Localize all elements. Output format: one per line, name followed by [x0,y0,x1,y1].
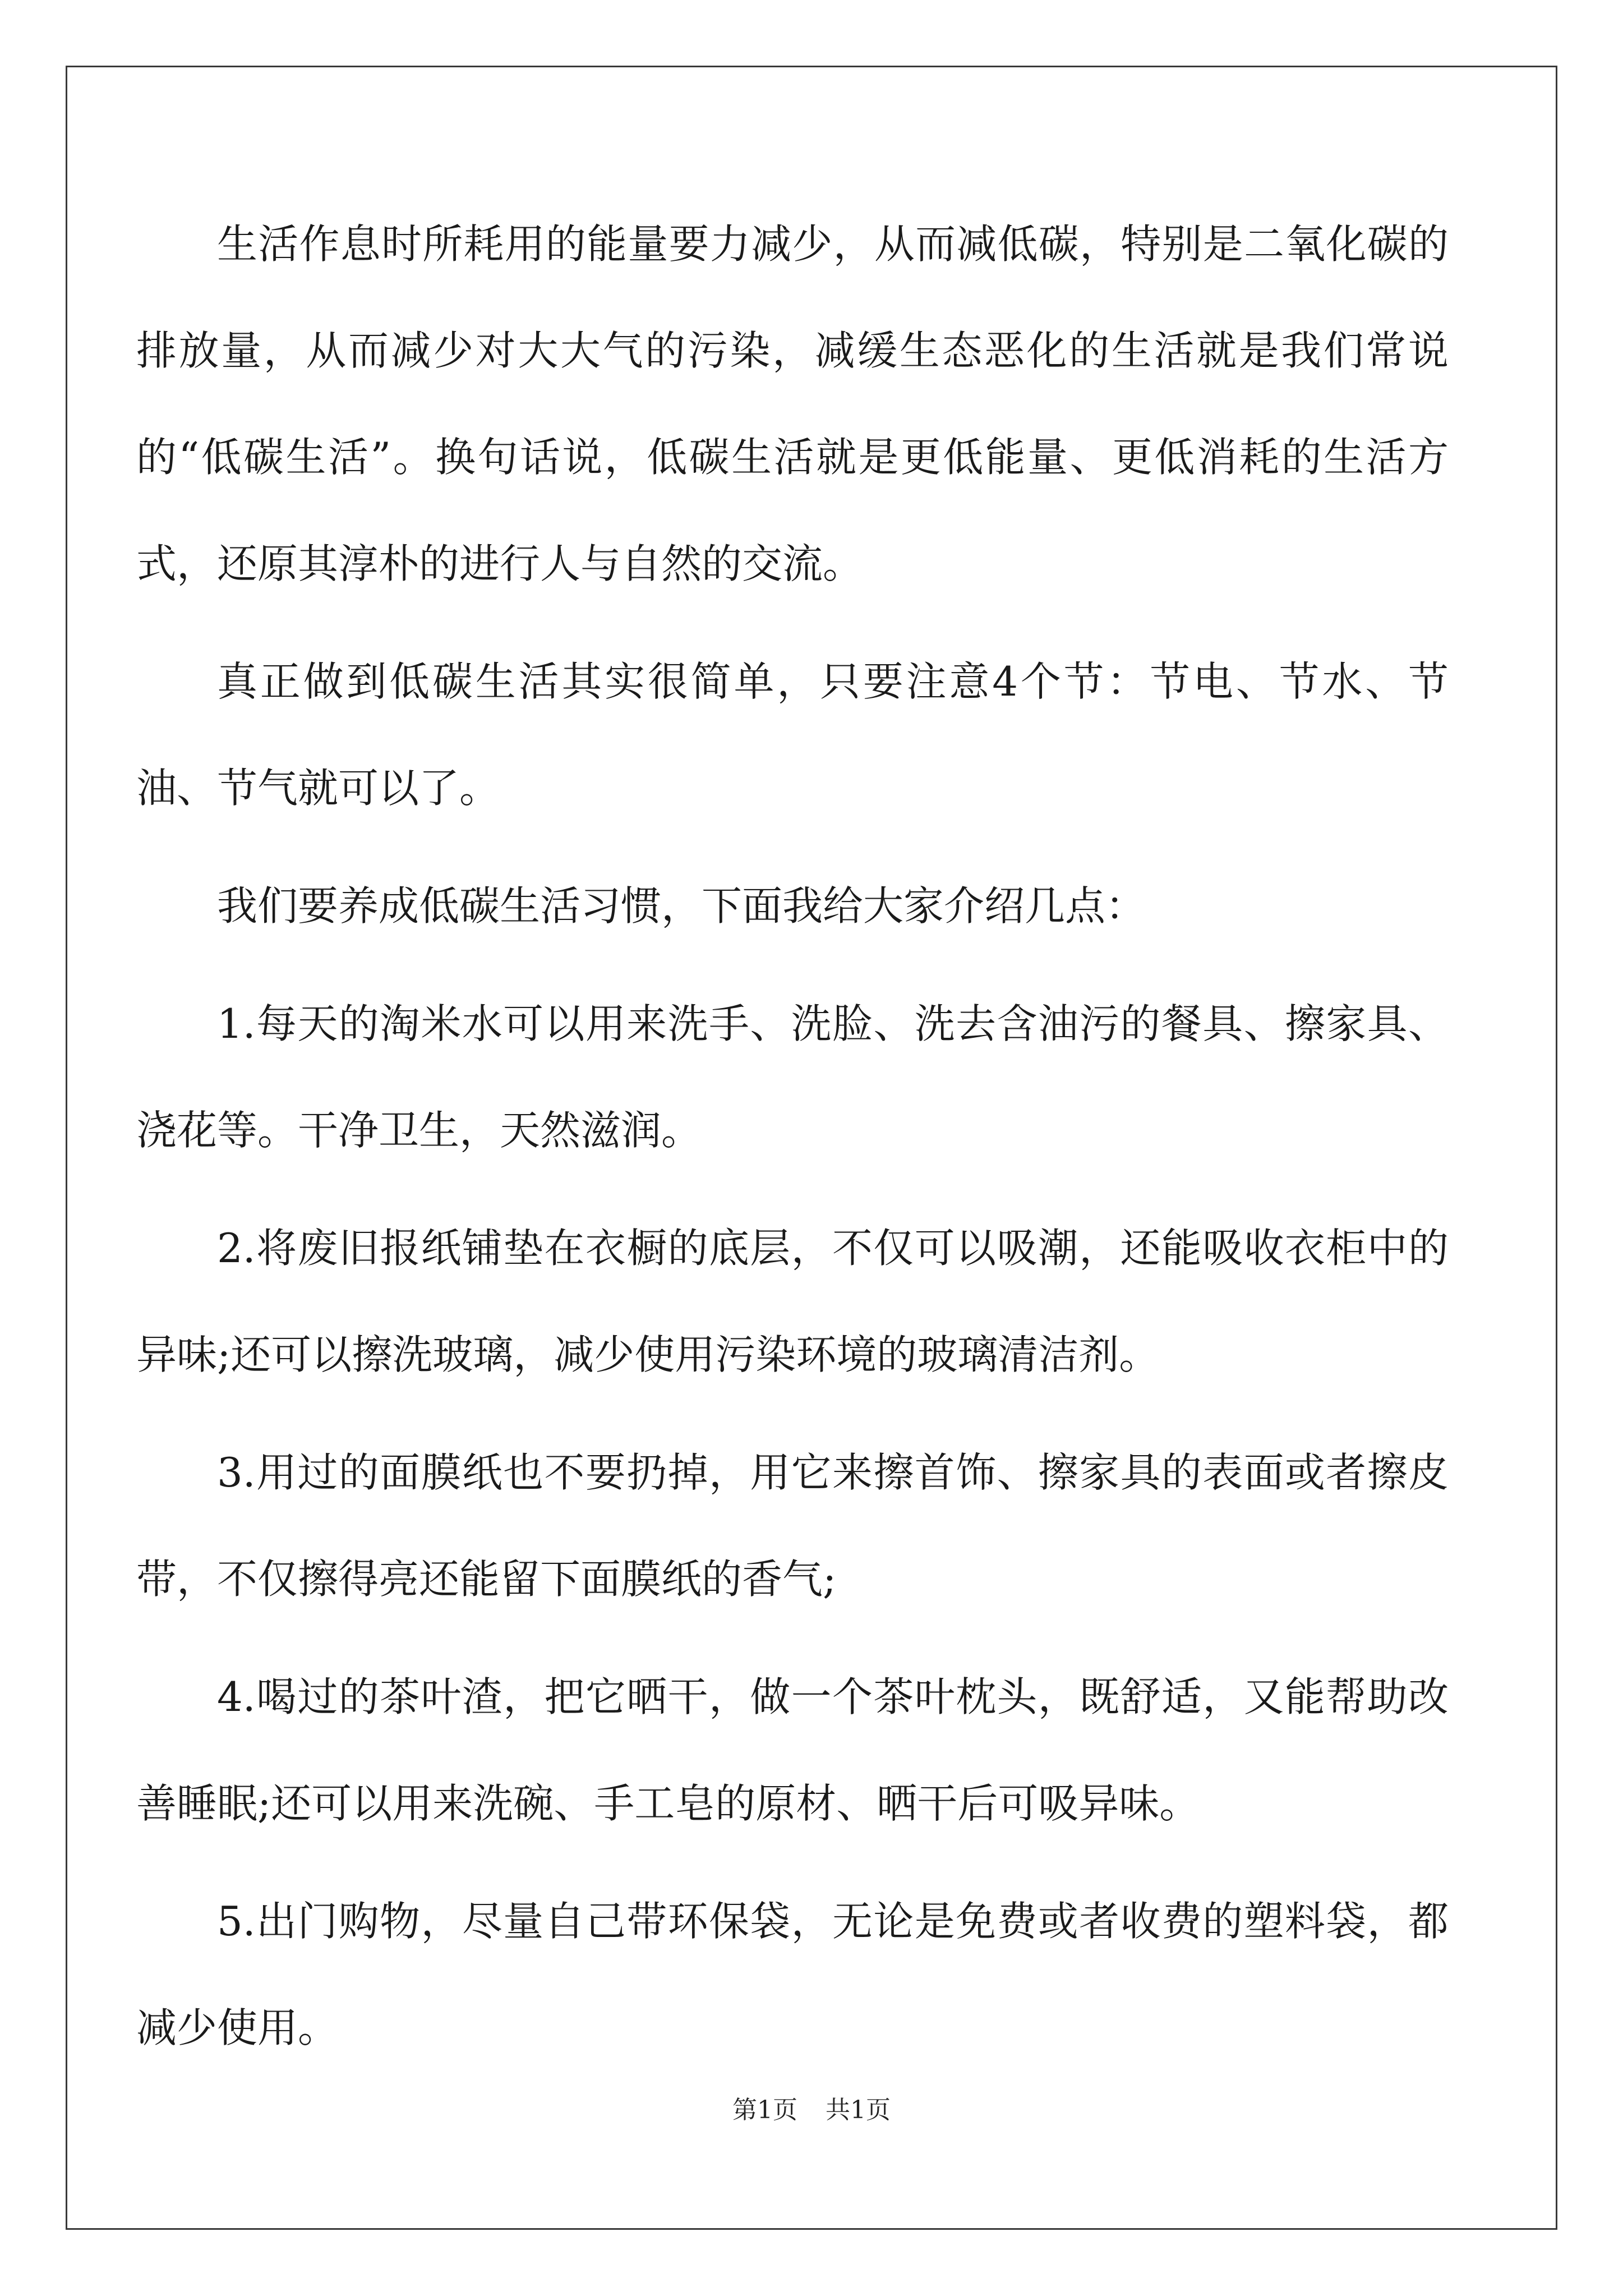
paragraph-tips-summary: 真正做到低碳生活其实很简单，只要注意4个节：节电、节水、节油、节气就可以了。 [136,658,1449,812]
paragraph-tip-5: 5.出门购物，尽量自己带环保袋，无论是免费或者收费的塑料袋，都减少使用。 [136,1898,1449,2051]
paragraph-tip-3: 3.用过的面膜纸也不要扔掉，用它来擦首饰、擦家具的表面或者擦皮带，不仅擦得亮还能留下面膜纸的香气; [136,1449,1449,1603]
page-number-current: 第1页 [732,2096,797,2124]
document-body [136,191,1449,2092]
paragraph-habits-lead: 我们要养成低碳生活习惯，下面我给大家介绍几点： [217,882,1146,930]
page-footer [0,2090,1623,2125]
paragraph-tip-2: 2.将废旧报纸铺垫在衣橱的底层，不仅可以吸潮，还能吸收衣柜中的异味;还可以擦洗玻璃，减少使用污染环境的玻璃清洁剂。 [136,1225,1449,1378]
paragraph-tip-1: 1.每天的淘米水可以用来洗手、洗脸、洗去含油污的餐具、擦家具、浇花等。干净卫生，天然滋润。 [136,1000,1449,1154]
paragraph-intro: 生活作息时所耗用的能量要力减少，从而减低碳，特别是二氧化碳的排放量，从而减少对大大气的污染，减缓生态恶化的生活就是我们常说的“低碳生活”。换句话说，低碳生活就是更低能量、更低消耗的生活方式，还原其淳朴的进行人与自然的交流。 [136,220,1449,587]
paragraph-tip-4: 4.喝过的茶叶渣，把它晒干，做一个茶叶枕头，既舒适，又能帮助改善睡眠;还可以用来洗碗、手工皂的原材、晒干后可吸异味。 [136,1673,1449,1827]
page-number-total: 共1页 [826,2096,891,2124]
